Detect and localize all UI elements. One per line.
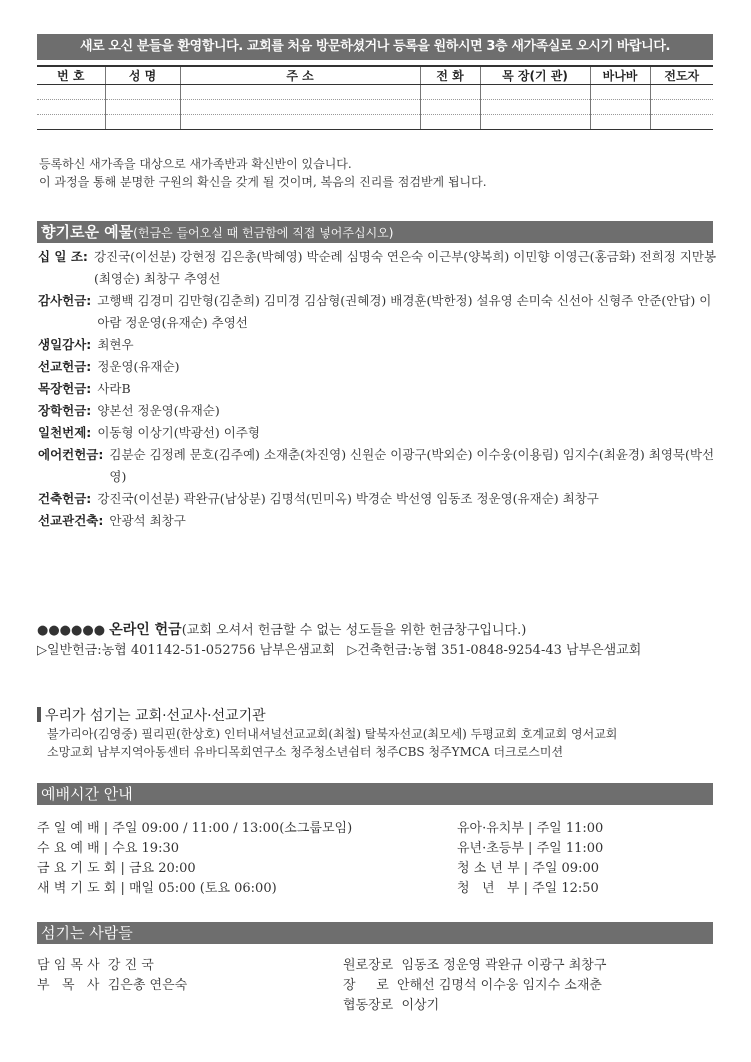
supported-line: 소망교회 남부지역아동센터 유바디목회연구소 청주청소년쉼터 청주CBS 청주YMCA 더크로스미션	[47, 745, 564, 759]
supported-line: 불가리아(김영중) 필리핀(한상호) 인터내셔널선교교회(최철) 탈북자선교(최모세) 두평교회 호계교회 영서교회	[47, 727, 618, 741]
offering-header	[37, 221, 713, 243]
offering-label: 일천번제:	[38, 425, 92, 440]
offering-item	[38, 510, 718, 532]
schedule-item: 수 요 예 배 | 수요 19:30	[37, 841, 179, 856]
schedule-item: 유아·유치부 | 주일 11:00	[457, 821, 604, 836]
online-offering	[37, 620, 727, 661]
schedule-item: 청 년 부 | 주일 12:50	[457, 881, 599, 896]
staff-item: 원로장로 임동조 정운영 곽완규 이광구 최창구	[343, 958, 607, 973]
table-cell[interactable]	[480, 85, 590, 100]
offering-names: 최현우	[97, 337, 134, 352]
table-cell[interactable]	[590, 85, 650, 100]
offering-item	[38, 246, 718, 290]
schedule-item: 유년·초등부 | 주일 11:00	[457, 841, 604, 856]
offering-names: 강진국(이선분) 강현정 김은총(박혜영) 박순례 심명숙 연은숙 이근부(양복희) 이민향 이영근(홍금화) 전희정 지만봉(최영순) 최창구 추영선	[93, 249, 717, 286]
table-cell[interactable]	[180, 115, 420, 130]
schedule-item: 청 소 년 부 | 주일 09:00	[457, 861, 599, 876]
offering-names: 고행백 김경미 김만형(김춘희) 김미경 김삼형(권혜경) 배경훈(박한정) 설유영 손미숙 신선아 신형주 안준(안답) 이아람 정운영(유재순) 추영선	[97, 293, 712, 330]
table-cell[interactable]	[420, 85, 480, 100]
offering-names: 김분순 김정례 문호(김주예) 소재춘(차진영) 신원순 이광구(박외순) 이수웅(이용림) 임지수(최윤경) 최영묵(박선영)	[109, 447, 715, 484]
bank-accounts: ▷일반헌금:농협 401142-51-052756 남부은샘교회 ▷건축헌금:농협 351-0848-9254-43 남부은샘교회	[37, 643, 642, 658]
staff-item: 협동장로 이상기	[343, 998, 440, 1013]
online-offering-title: 온라인 헌금	[109, 622, 182, 638]
offering-item	[38, 290, 718, 334]
schedule-item: 주 일 예 배 | 주일 09:00 / 11:00 / 13:00(소그룹모임)	[37, 821, 353, 836]
table-cell[interactable]	[420, 115, 480, 130]
schedule-item: 금 요 기 도 회 | 금요 20:00	[37, 861, 196, 876]
staff-item: 담 임 목 사 강 진 국	[37, 958, 154, 973]
staff-item: 장 로 안해선 김명석 이수웅 임지수 소재춘	[343, 978, 602, 993]
offering-names: 안광석 최창구	[109, 513, 186, 528]
column-header: 번 호	[37, 66, 105, 85]
table-cell[interactable]	[420, 100, 480, 115]
table-cell[interactable]	[180, 100, 420, 115]
offering-label: 장학헌금:	[38, 403, 92, 418]
column-header: 주 소	[180, 66, 420, 85]
table-row	[37, 85, 713, 100]
column-header: 목 장(기 관)	[480, 66, 590, 85]
schedule-header	[37, 783, 713, 805]
table-header-row	[37, 66, 713, 85]
column-header: 전 화	[420, 66, 480, 85]
table-cell[interactable]	[480, 100, 590, 115]
offering-names: 이동형 이상기(박광선) 이주형	[97, 425, 260, 440]
offering-item	[38, 334, 718, 356]
church-staff	[37, 956, 727, 1016]
offering-names: 양본선 정운영(유재순)	[97, 403, 220, 418]
offering-label: 선교관건축:	[38, 513, 104, 528]
offering-label: 건축헌금:	[38, 491, 92, 506]
table-cell[interactable]	[37, 115, 105, 130]
offering-names: 강진국(이선분) 곽완규(남상분) 김명석(민미옥) 박경순 박선영 임동조 정운영(유재순) 최창구	[97, 491, 599, 506]
offering-item	[38, 378, 718, 400]
column-header: 바나바	[590, 66, 650, 85]
offering-names: 정운영(유재순)	[97, 359, 180, 374]
welcome-banner: 새로 오신 분들을 환영합니다. 교회를 처음 방문하셨거나 등록을 원하시면 3층 새가족실로 오시기 바랍니다.	[37, 34, 713, 60]
supported-title: 우리가 섬기는 교회·선교사·선교기관	[45, 708, 266, 724]
table-cell[interactable]	[650, 115, 713, 130]
table-cell[interactable]	[105, 115, 180, 130]
table-cell[interactable]	[590, 100, 650, 115]
table-cell[interactable]	[650, 85, 713, 100]
supported-missions	[37, 707, 727, 761]
table-row	[37, 115, 713, 130]
supported-header	[37, 707, 727, 725]
registration-note: 이 과정을 통해 분명한 구원의 확신을 갖게 될 것이며, 복음의 진리를 점검받게 됩니다.	[39, 175, 487, 189]
offering-names: 사라B	[97, 381, 131, 396]
offering-item	[38, 422, 718, 444]
worship-schedule	[37, 819, 727, 899]
offering-label: 목장헌금:	[38, 381, 92, 396]
offering-item	[38, 444, 718, 488]
registration-table	[37, 65, 713, 130]
offering-item	[38, 488, 718, 510]
online-offering-heading	[37, 620, 727, 641]
offering-item	[38, 356, 718, 378]
column-header: 성 명	[105, 66, 180, 85]
offering-label: 선교헌금:	[38, 359, 92, 374]
staff-title: 섬기는 사람들	[41, 924, 133, 942]
staff-item: 부 목 사 김은총 연은숙	[37, 978, 188, 993]
table-cell[interactable]	[105, 85, 180, 100]
offering-label: 생일감사:	[38, 337, 92, 352]
offering-label: 감사헌금:	[38, 293, 92, 308]
schedule-title: 예배시간 안내	[41, 785, 133, 803]
offering-label: 십 일 조:	[38, 249, 88, 264]
table-cell[interactable]	[37, 85, 105, 100]
section-marker-icon	[37, 707, 41, 722]
table-cell[interactable]	[650, 100, 713, 115]
registration-note: 등록하신 새가족을 대상으로 새가족반과 확신반이 있습니다.	[39, 157, 352, 171]
table-cell[interactable]	[37, 100, 105, 115]
schedule-item: 새 벽 기 도 회 | 매일 05:00 (토요 06:00)	[37, 881, 277, 896]
bullet-dots-icon: ●●●●●●	[37, 623, 106, 638]
table-cell[interactable]	[480, 115, 590, 130]
online-offering-desc: (교회 오셔서 헌금할 수 없는 성도들을 위한 헌금창구입니다.)	[181, 623, 527, 638]
staff-header	[37, 922, 713, 944]
offering-label: 에어컨헌금:	[38, 447, 104, 462]
offering-title: 향기로운 예물	[41, 223, 134, 241]
table-cell[interactable]	[590, 115, 650, 130]
table-row	[37, 100, 713, 115]
table-cell[interactable]	[180, 85, 420, 100]
table-cell[interactable]	[105, 100, 180, 115]
offering-subtitle: (헌금은 들어오실 때 헌금함에 직접 넣어주십시오)	[133, 226, 394, 240]
offering-item	[38, 400, 718, 422]
offering-list	[38, 246, 718, 532]
column-header: 전도자	[650, 66, 713, 85]
